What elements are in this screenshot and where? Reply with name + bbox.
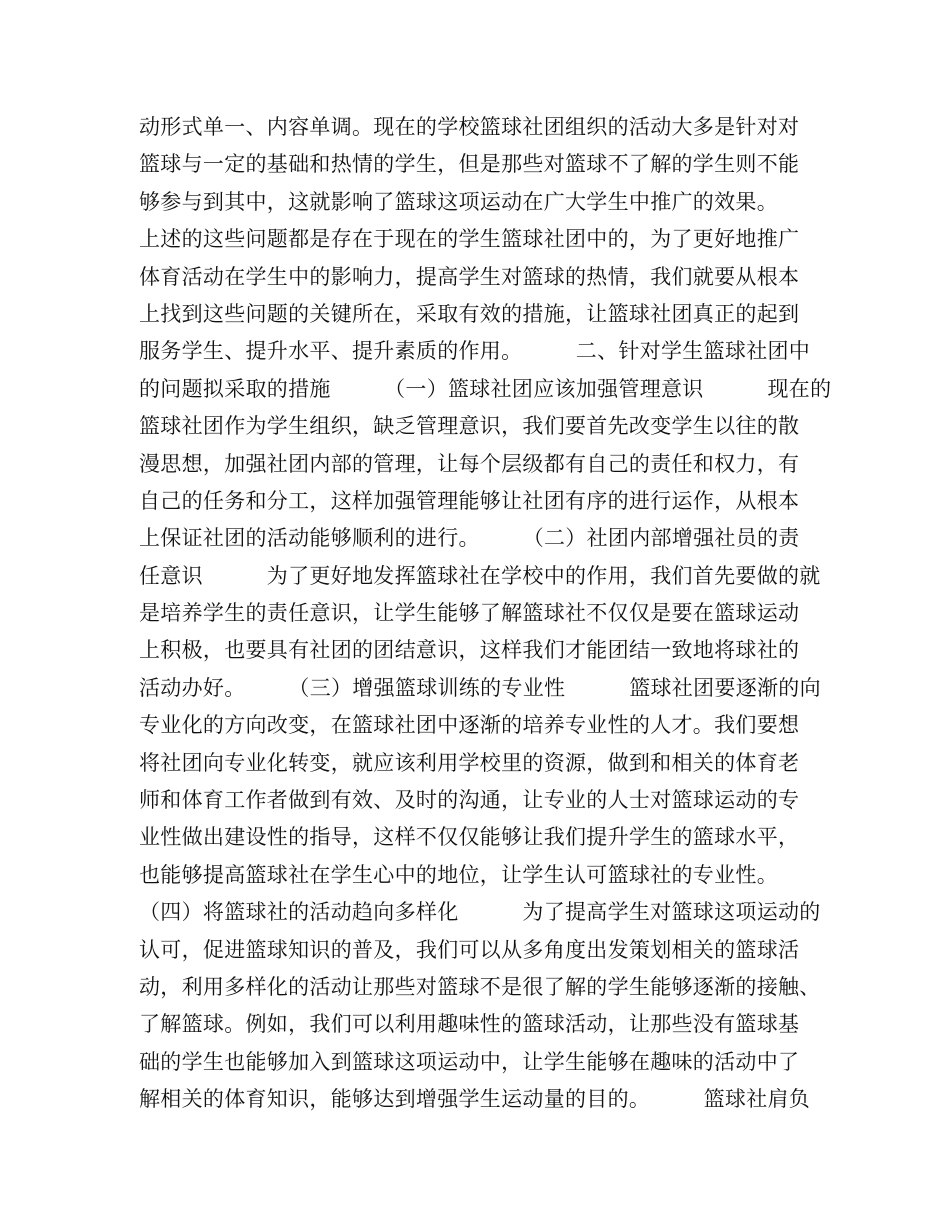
text-line-16: 活动办好。 （三）增强篮球训练的专业性 篮球社团要逐渐的向 xyxy=(139,675,821,700)
text-line-18: 将社团向专业化转变，就应该利用学校里的资源，做到和相关的体育老 xyxy=(139,750,800,775)
text-line-3: 够参与到其中，这就影响了篮球这项运动在广大学生中推广的效果。 xyxy=(139,189,778,214)
text-line-14: 是培养学生的责任意识，让学生能够了解篮球社不仅仅是要在篮球运动 xyxy=(139,601,800,626)
text-line-2: 篮球与一定的基础和热情的学生，但是那些对篮球不了解的学生则不能 xyxy=(139,152,800,177)
text-line-13: 任意识 为了更好地发挥篮球社在学校中的作用，我们首先要做的就 xyxy=(139,563,821,588)
text-line-24: 动，利用多样化的活动让那些对篮球不是很了解的学生能够逐渐的接触、 xyxy=(139,974,821,999)
text-line-19: 师和体育工作者做到有效、及时的沟通，让专业的人士对篮球运动的专 xyxy=(139,788,800,813)
text-line-20: 业性做出建设性的指导，这样不仅仅能够让我们提升学生的篮球水平， xyxy=(139,825,800,850)
text-line-26: 础的学生也能够加入到篮球这项运动中，让学生能够在趣味的活动中了 xyxy=(139,1049,800,1074)
text-line-4: 上述的这些问题都是存在于现在的学生篮球社团中的，为了更好地推广 xyxy=(139,227,800,252)
text-line-21: 也能够提高篮球社在学生心中的地位，让学生认可篮球社的专业性。 xyxy=(139,862,778,887)
text-line-1: 动形式单一、内容单调。现在的学校篮球社团组织的活动大多是针对对 xyxy=(139,115,800,139)
text-line-27: 解相关的体育知识，能够达到增强学生运动量的目的。 篮球社肩负 xyxy=(139,1087,811,1112)
text-line-15: 上积极，也要具有社团的团结意识，这样我们才能团结一致地将球社的 xyxy=(139,638,800,663)
text-line-8: 的问题拟采取的措施 （一）篮球社团应该加强管理意识 现在的 xyxy=(139,376,832,401)
body-text xyxy=(139,109,832,1119)
text-line-9: 篮球社团作为学生组织，缺乏管理意识，我们要首先改变学生以往的散 xyxy=(139,414,800,439)
text-line-22: （四）将篮球社的活动趋向多样化 为了提高学生对篮球这项运动的 xyxy=(139,900,821,925)
text-line-17: 专业化的方向改变，在篮球社团中逐渐的培养专业性的人才。我们要想 xyxy=(139,713,800,738)
text-line-23: 认可，促进篮球知识的普及，我们可以从多角度出发策划相关的篮球活 xyxy=(139,937,800,962)
text-line-6: 上找到这些问题的关键所在，采取有效的措施，让篮球社团真正的起到 xyxy=(139,301,800,326)
text-line-10: 漫思想，加强社团内部的管理，让每个层级都有自己的责任和权力，有 xyxy=(139,451,800,476)
text-line-7: 服务学生、提升水平、提升素质的作用。 二、针对学生篮球社团中 xyxy=(139,339,811,364)
text-line-12: 上保证社团的活动能够顺利的进行。 （二）社团内部增强社员的责 xyxy=(139,526,800,551)
text-line-25: 了解篮球。例如，我们可以利用趣味性的篮球活动，让那些没有篮球基 xyxy=(139,1012,800,1037)
text-line-5: 体育活动在学生中的影响力，提高学生对篮球的热情，我们就要从根本 xyxy=(139,264,800,289)
text-line-11: 自己的任务和分工，这样加强管理能够让社团有序的进行运作，从根本 xyxy=(139,488,800,513)
